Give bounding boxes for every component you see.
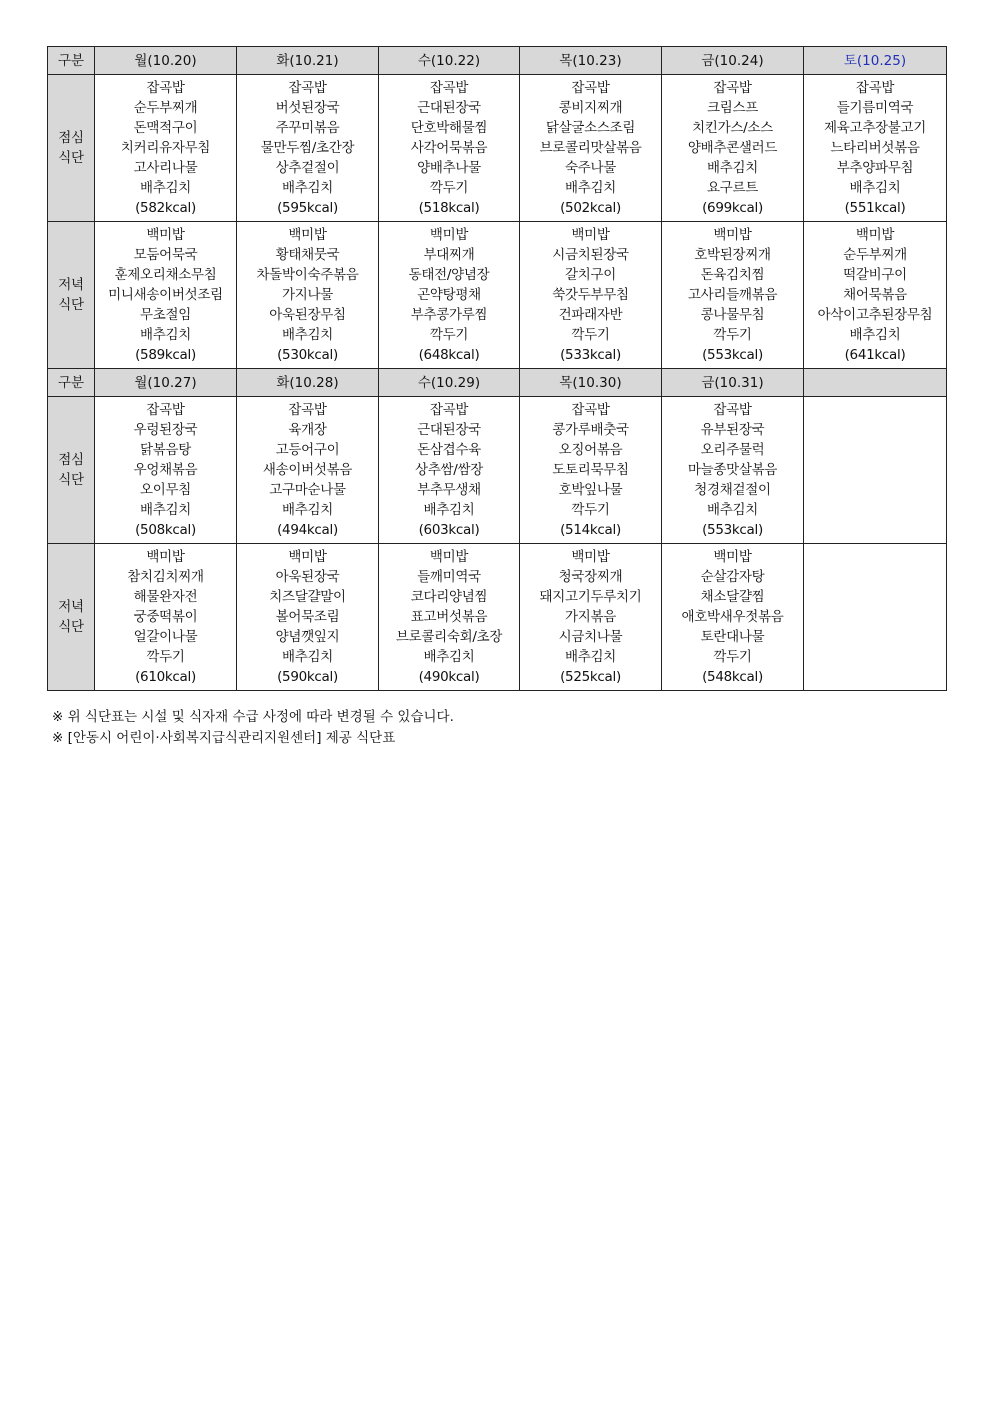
dinner-label [48,544,95,691]
day-header: 월(10.27) [95,369,237,397]
day-header: 목(10.30) [520,369,662,397]
menu-item: 양배추나물 [417,160,481,176]
day-header [804,369,947,397]
day-header: 토(10.25) [804,47,947,75]
menu-item: 시금치된장국 [552,247,629,263]
menu-item: 코다리양념찜 [410,589,488,605]
menu-item: 상추겉절이 [275,160,340,176]
lunch-cell [520,397,662,544]
note-provider: ※ [안동시 어린이·사회복지급식관리지원센터] 제공 식단표 [52,730,396,746]
calorie-value: (590kcal) [277,669,338,685]
header-label: 구분 [48,47,95,75]
menu-item: 채소달걀찜 [700,589,765,605]
lunch-cell [804,397,947,544]
calorie-value: (548kcal) [702,669,763,685]
menu-item: 콩비지찌개 [558,100,623,116]
menu-item: 잡곡밥 [571,402,610,418]
menu-item: 유부된장국 [700,422,765,438]
menu-item: 잡곡밥 [429,80,469,96]
lunch-label [48,397,95,544]
menu-item: 잡곡밥 [288,402,327,418]
menu-item: 잡곡밥 [429,402,469,418]
menu-item: 백미밥 [429,227,469,243]
lunch-cell [95,75,237,222]
lunch-cell [237,397,379,544]
menu-item: 백미밥 [146,549,185,565]
day-header: 수(10.22) [379,47,520,75]
menu-item: 가지나물 [282,287,333,303]
menu-item: 깍두기 [146,649,185,665]
footnotes [52,707,454,749]
menu-item: 배추김치 [565,649,616,665]
menu-item: 배추김치 [282,649,333,665]
menu-item: 브로콜리숙회/초장 [395,629,503,645]
dinner-label [48,222,95,369]
menu-item: 순살감자탕 [700,569,765,585]
dinner-cell [379,222,520,369]
menu-item: 고등어구이 [275,442,340,458]
menu-item: 양배추콘샐러드 [687,140,778,156]
dinner-label-line: 저녁 [58,599,84,615]
lunch-cell [379,75,520,222]
menu-item: 깍두기 [571,327,610,343]
menu-item: 백미밥 [288,549,327,565]
calorie-value: (551kcal) [844,200,906,216]
menu-item: 청경채겉절이 [694,482,771,498]
menu-item: 들깨미역국 [417,569,481,585]
week-1-lunch-row [48,75,947,222]
dinner-cell [95,544,237,691]
menu-item: 물만두찜/초간장 [260,140,355,156]
week-2-lunch-row [48,397,947,544]
menu-item: 상추쌈/쌈장 [415,462,483,478]
calorie-value: (530kcal) [277,347,338,363]
dinner-cell [95,222,237,369]
menu-item: 고구마순나물 [269,482,346,498]
menu-item: 깍두기 [713,327,752,343]
lunch-cell [237,75,379,222]
menu-item: 배추김치 [423,649,475,665]
calorie-value: (589kcal) [135,347,196,363]
menu-item: 백미밥 [571,549,610,565]
menu-item: 치즈달걀말이 [269,589,346,605]
lunch-label-line: 점심 [58,130,84,146]
menu-item: 잡곡밥 [146,402,185,418]
menu-item: 배추김치 [140,180,191,196]
menu-item: 느타리버섯볶음 [830,140,920,156]
menu-item: 배추김치 [565,180,616,196]
lunch-cell [804,75,947,222]
menu-item: 아욱된장무침 [269,307,346,323]
menu-item: 아삭이고추된장무침 [817,307,933,323]
menu-item: 미니새송이버섯조림 [108,287,223,303]
menu-item: 고사리들깨볶음 [687,287,778,303]
menu-item: 배추김치 [282,327,333,343]
menu-item: 건파래자반 [558,307,623,323]
menu-item: 새송이버섯볶음 [262,462,353,478]
menu-item: 백미밥 [429,549,469,565]
menu-item: 돼지고기두루치기 [539,589,642,605]
menu-item: 돈육김치찜 [700,267,765,283]
dinner-cell [804,222,947,369]
menu-item: 순두부찌개 [843,247,907,263]
calorie-value: (502kcal) [560,200,621,216]
week-2-header-row [48,369,947,397]
menu-item: 오징어볶음 [558,442,623,458]
menu-item: 주꾸미볶음 [275,120,340,136]
menu-item: 쑥갓두부무침 [552,287,629,303]
day-header: 월(10.20) [95,47,237,75]
menu-item: 돈맥적구이 [133,120,198,136]
menu-item: 콩나물무침 [700,307,765,323]
menu-item: 애호박새우젓볶음 [681,609,784,625]
calorie-value: (603kcal) [418,522,480,538]
menu-item: 배추김치 [849,327,901,343]
calorie-value: (610kcal) [135,669,196,685]
day-header: 수(10.29) [379,369,520,397]
menu-item: 근대된장국 [417,422,481,438]
menu-item: 부추무생채 [417,482,481,498]
calorie-value: (699kcal) [702,200,763,216]
menu-item: 잡곡밥 [713,80,752,96]
menu-item: 볼어묵조림 [275,609,340,625]
calorie-value: (518kcal) [418,200,480,216]
day-header: 화(10.28) [237,369,379,397]
menu-item: 시금치나물 [558,629,623,645]
calorie-value: (582kcal) [135,200,196,216]
menu-item: 잡곡밥 [571,80,610,96]
menu-item: 해물완자전 [133,589,198,605]
menu-item: 오이무침 [140,482,191,498]
menu-item: 근대된장국 [417,100,481,116]
dinner-cell [662,544,804,691]
dinner-cell [379,544,520,691]
menu-item: 브로콜리맛살볶음 [539,140,642,156]
lunch-cell [662,75,804,222]
day-header: 금(10.31) [662,369,804,397]
menu-item: 배추김치 [140,327,191,343]
menu-item: 가지볶음 [565,609,616,625]
menu-item: 닭볶음탕 [140,442,191,458]
menu-item: 갈치구이 [565,267,616,283]
menu-item: 마늘종맛살볶음 [687,462,778,478]
calorie-value: (533kcal) [560,347,621,363]
day-header: 목(10.23) [520,47,662,75]
menu-item: 들기름미역국 [836,100,914,116]
calorie-value: (595kcal) [277,200,338,216]
menu-item: 크림스프 [707,100,758,116]
menu-item: 육개장 [288,422,327,438]
calorie-value: (494kcal) [277,522,338,538]
menu-item: 콩가루배춧국 [552,422,629,438]
menu-item: 아욱된장국 [275,569,340,585]
menu-item: 토란대나물 [700,629,765,645]
menu-item: 배추김치 [707,502,758,518]
menu-item: 훈제오리채소무침 [114,267,217,283]
week-1-header-row [48,47,947,75]
dinner-cell [520,544,662,691]
menu-item: 채어묵볶음 [843,287,907,303]
dinner-cell [662,222,804,369]
dinner-cell [237,222,379,369]
calorie-value: (525kcal) [560,669,621,685]
lunch-label-line: 점심 [58,452,84,468]
menu-item: 잡곡밥 [855,80,895,96]
weekly-menu-table [47,46,947,691]
lunch-label-line: 식단 [58,150,84,166]
dinner-cell [804,544,947,691]
menu-item: 제육고추장불고기 [824,120,926,136]
menu-item: 배추김치 [282,180,333,196]
menu-item: 배추김치 [140,502,191,518]
calorie-value: (514kcal) [560,522,621,538]
calorie-value: (648kcal) [418,347,480,363]
menu-item: 황태채뭇국 [275,247,340,263]
menu-item: 백미밥 [713,227,752,243]
menu-item: 백미밥 [855,227,895,243]
menu-item: 떡갈비구이 [843,267,907,283]
menu-item: 도토리묵무침 [552,462,629,478]
menu-item: 곤약탕평채 [417,287,481,303]
calorie-value: (490kcal) [418,669,480,685]
lunch-label-line: 식단 [58,472,84,488]
dinner-label-line: 식단 [58,619,84,635]
menu-item: 호박잎나물 [558,482,623,498]
menu-item: 돈삼겹수육 [417,442,481,458]
menu-item: 배추김치 [849,180,901,196]
menu-item: 호박된장찌개 [694,247,771,263]
menu-item: 백미밥 [288,227,327,243]
dinner-cell [520,222,662,369]
menu-item: 궁중떡볶이 [133,609,198,625]
menu-item: 동태전/양념장 [408,267,490,283]
menu-item: 배추김치 [282,502,333,518]
lunch-cell [520,75,662,222]
menu-item: 우렁된장국 [133,422,198,438]
week-2-dinner-row [48,544,947,691]
day-header: 금(10.24) [662,47,804,75]
menu-item: 치킨가스/소스 [692,120,773,136]
menu-item: 잡곡밥 [713,402,752,418]
lunch-label [48,75,95,222]
menu-item: 오리주물럭 [700,442,765,458]
menu-item: 차돌박이숙주볶음 [256,267,359,283]
menu-item: 치커리유자무침 [120,140,211,156]
day-header: 화(10.21) [237,47,379,75]
menu-item: 깍두기 [429,180,469,196]
menu-item: 우엉채볶음 [133,462,198,478]
header-label: 구분 [48,369,95,397]
menu-item: 부추콩가루찜 [410,307,488,323]
calorie-value: (641kcal) [844,347,906,363]
menu-item: 깍두기 [429,327,469,343]
menu-item: 순두부찌개 [133,100,198,116]
calorie-value: (553kcal) [702,522,763,538]
note-change-notice: ※ 위 식단표는 시설 및 식자재 수급 사정에 따라 변경될 수 있습니다. [52,709,454,725]
menu-item: 숙주나물 [565,160,616,176]
week-1-dinner-row [48,222,947,369]
menu-item: 깍두기 [713,649,752,665]
menu-item: 모둠어묵국 [133,247,198,263]
menu-item: 무초절임 [140,307,191,323]
dinner-label-line: 저녁 [58,277,84,293]
menu-item: 부대찌개 [423,247,475,263]
lunch-cell [662,397,804,544]
dinner-cell [237,544,379,691]
dinner-label-line: 식단 [58,297,84,313]
menu-item: 백미밥 [146,227,185,243]
menu-item: 깍두기 [571,502,610,518]
menu-item: 백미밥 [713,549,752,565]
lunch-cell [95,397,237,544]
menu-item: 부추양파무침 [836,160,914,176]
menu-item: 청국장찌개 [558,569,623,585]
menu-item: 잡곡밥 [288,80,327,96]
menu-item: 배추김치 [707,160,758,176]
menu-item: 버섯된장국 [275,100,340,116]
calorie-value: (553kcal) [702,347,763,363]
menu-item: 표고버섯볶음 [410,609,488,625]
lunch-cell [379,397,520,544]
menu-item: 요구르트 [707,180,758,196]
menu-item: 양념깻잎지 [275,629,340,645]
menu-item: 백미밥 [571,227,610,243]
menu-item: 잡곡밥 [146,80,185,96]
menu-item: 사각어묵볶음 [410,140,488,156]
menu-item: 단호박해물찜 [410,120,488,136]
menu-item: 참치김치찌개 [127,569,204,585]
menu-item: 고사리나물 [133,160,198,176]
calorie-value: (508kcal) [135,522,196,538]
menu-item: 배추김치 [423,502,475,518]
menu-item: 닭살굴소스조림 [545,120,636,136]
menu-item: 얼갈이나물 [133,629,198,645]
